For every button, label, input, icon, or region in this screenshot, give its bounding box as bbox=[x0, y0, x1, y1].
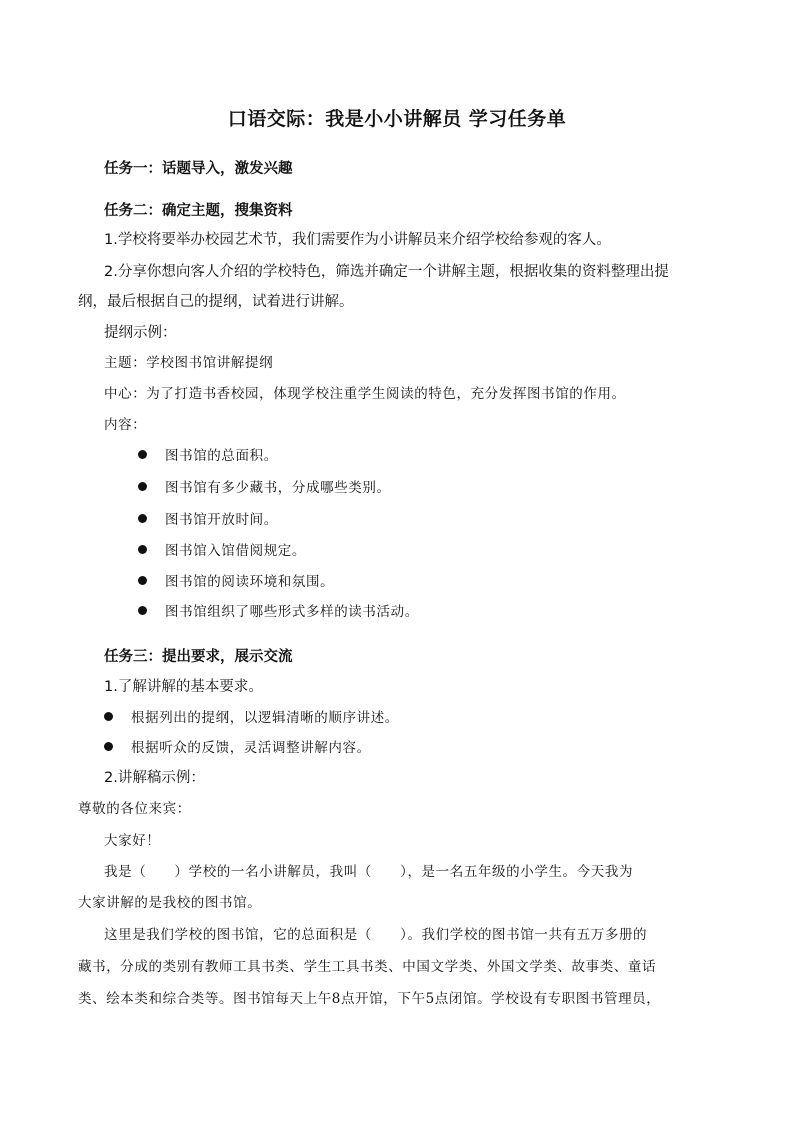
outline-topic: 主题：学校图书馆讲解提纲 bbox=[104, 355, 274, 371]
bullet-text: 图书馆入馆借阅规定。 bbox=[165, 543, 306, 559]
outline-center: 中心：为了打造书香校园，体现学校注重学生阅读的特色，充分发挥图书馆的作用。 bbox=[104, 386, 626, 402]
speech-para2-line1: 这里是我们学校的图书馆，它的总面积是（ ）。我们学校的图书馆一共有五万多册的 bbox=[104, 927, 648, 943]
outline-bullet bbox=[138, 444, 278, 464]
task2-item1: 1.学校将要举办校园艺术节，我们需要作为小讲解员来介绍学校给参观的客人。 bbox=[104, 232, 611, 248]
bullet-text: 图书馆的阅读环境和氛围。 bbox=[165, 574, 335, 590]
requirement-bullet bbox=[104, 706, 399, 726]
speech-salutation: 尊敬的各位来宾： bbox=[78, 801, 191, 817]
speech-para1-line2: 大家讲解的是我校的图书馆。 bbox=[78, 895, 262, 911]
bullet-text: 图书馆有多少藏书，分成哪些类别。 bbox=[165, 480, 391, 496]
bullet-icon bbox=[104, 712, 113, 721]
speech-para2-line2: 藏书，分成的类别有教师工具书类、学生工具书类、中国文学类、外国文学类、故事类、童话 bbox=[78, 959, 657, 975]
task3-item1: 1.了解讲解的基本要求。 bbox=[104, 679, 263, 695]
task2-item2-line1: 2.分享你想向客人介绍的学校特色，筛选并确定一个讲解主题，根据收集的资料整理出提 bbox=[104, 264, 669, 280]
bullet-icon bbox=[138, 545, 147, 554]
task3-item2: 2.讲解稿示例： bbox=[104, 770, 205, 786]
bullet-icon bbox=[138, 576, 147, 585]
outline-label: 提纲示例： bbox=[104, 325, 177, 341]
task1-heading: 任务一：话题导入，激发兴趣 bbox=[104, 161, 293, 177]
outline-bullet bbox=[138, 539, 306, 559]
outline-bullet bbox=[138, 570, 334, 590]
requirement-bullet bbox=[104, 736, 371, 756]
bullet-icon bbox=[138, 450, 147, 459]
bullet-icon bbox=[104, 742, 113, 751]
outline-bullet bbox=[138, 600, 419, 620]
bullet-icon bbox=[138, 606, 147, 615]
task3-heading: 任务三：提出要求，展示交流 bbox=[104, 649, 293, 665]
task2-heading: 任务二：确定主题，搜集资料 bbox=[104, 203, 293, 219]
task2-item2-line2: 纲，最后根据自己的提纲，试着进行讲解。 bbox=[78, 294, 354, 310]
bullet-text: 图书馆的总面积。 bbox=[165, 448, 278, 464]
bullet-icon bbox=[138, 482, 147, 491]
speech-greeting: 大家好！ bbox=[104, 833, 161, 849]
bullet-text: 图书馆开放时间。 bbox=[165, 512, 278, 528]
speech-para2-line3: 类、绘本类和综合类等。图书馆每天上午8点开馆，下午5点闭馆。学校设有专职图书管理员， bbox=[78, 991, 661, 1007]
page-title: 口语交际：我是小小讲解员 学习任务单 bbox=[227, 108, 567, 130]
speech-para1-line1: 我是（ ）学校的一名小讲解员，我叫（ ），是一名五年级的小学生。今天我为 bbox=[104, 864, 634, 880]
bullet-text: 根据听众的反馈，灵活调整讲解内容。 bbox=[131, 740, 371, 756]
bullet-text: 根据列出的提纲，以逻辑清晰的顺序讲述。 bbox=[131, 710, 399, 726]
outline-bullet bbox=[138, 508, 278, 528]
bullet-icon bbox=[138, 514, 147, 523]
outline-content-label: 内容： bbox=[104, 417, 147, 433]
outline-bullet bbox=[138, 476, 391, 496]
bullet-text: 图书馆组织了哪些形式多样的读书活动。 bbox=[165, 604, 419, 620]
